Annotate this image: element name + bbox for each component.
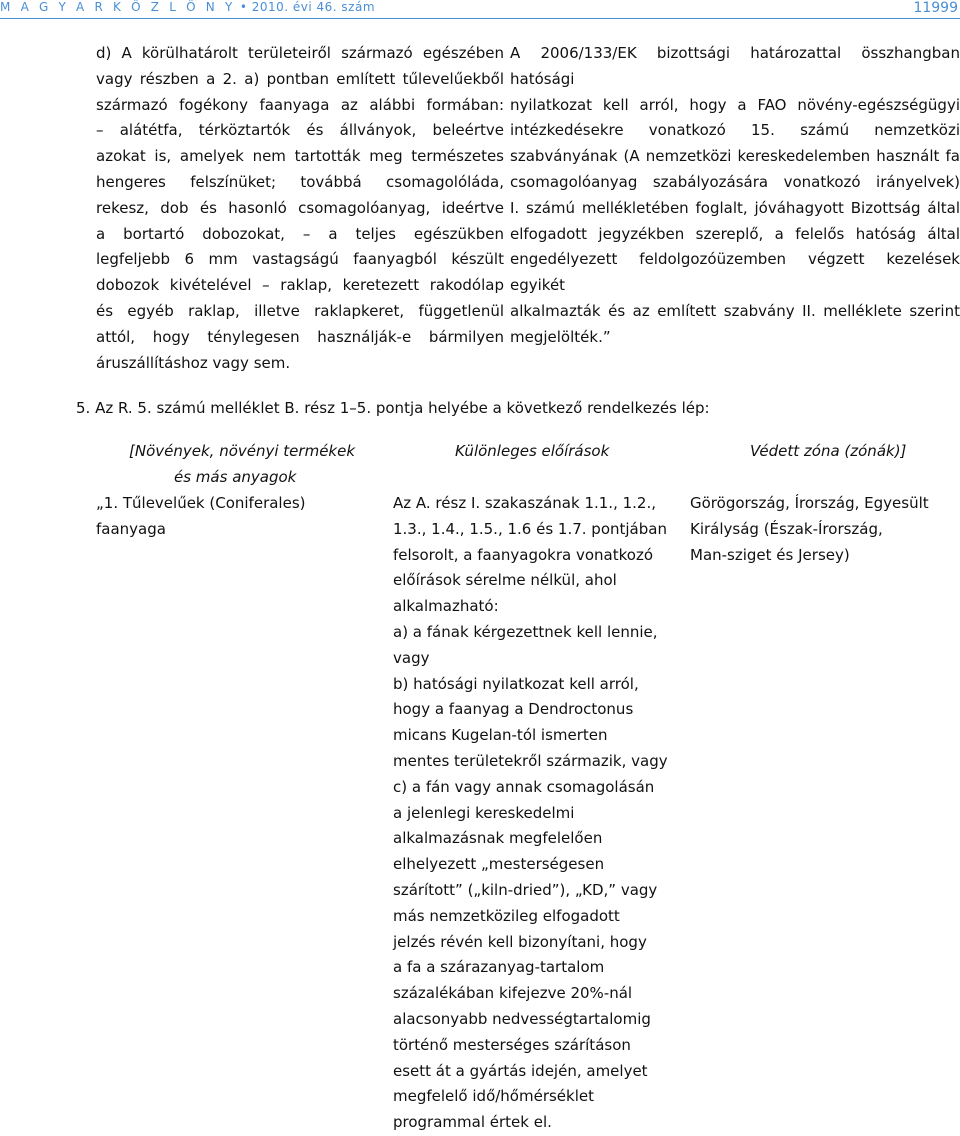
text-line: elfogadott jegyzékben szereplő, a felelős hatóság által — [510, 224, 960, 243]
cell-line: alkalmazásnak megfelelően — [393, 829, 603, 848]
cell-line: alacsonyabb nedvességtartalomig — [393, 1009, 651, 1028]
text-line: és egyéb raklap, illetve raklapkeret, függetlenül — [96, 301, 504, 320]
table-header-requirements: Különleges előírások — [455, 442, 610, 460]
cell-line: „1. Tűlevelűek (Coniferales) — [96, 494, 306, 512]
amendment-paragraph: 5. Az R. 5. számú melléklet B. rész 1–5. pontja helyébe a következő rendelkezés lép: — [76, 399, 710, 417]
cell-line: jelzés révén kell bizonyítani, hogy — [393, 932, 647, 951]
table-header-line: és más anyagok — [174, 467, 297, 486]
text-line: – alátétfa, térköztartók és állványok, beleértve — [96, 121, 504, 140]
table-cell-requirements — [393, 491, 668, 1136]
text-line: azokat is, amelyek nem tartották meg természetes — [96, 147, 504, 166]
header-rule — [0, 18, 960, 19]
table-cell-protected-zones — [690, 491, 930, 568]
text-line: nyilatkozat kell arról, hogy a FAO növény-egészségügyi — [510, 95, 960, 114]
left-text-column — [96, 41, 504, 376]
cell-line: programmal értek el. — [393, 1113, 552, 1132]
cell-line: Királyság (Észak-Írország, — [690, 519, 883, 538]
table-header-protected-zones: Védett zóna (zónák)] — [750, 442, 907, 460]
text-line: attól, hogy ténylegesen használják-e bármilyen — [96, 327, 504, 346]
text-line: hengeres felszínüket; továbbá csomagolóláda, — [96, 172, 504, 191]
cell-line: c) a fán vagy annak csomagolásán — [393, 777, 655, 796]
cell-line: b) hatósági nyilatkozat kell arról, — [393, 674, 639, 693]
issue-label: 2010. évi 46. szám — [251, 0, 376, 14]
journal-title: M A G Y A R K Ö Z L Ö N Y — [0, 0, 236, 14]
cell-line: a fa a szárazanyag-tartalom — [393, 958, 605, 977]
text-line: vagy részben a 2. a) pontban említett tűlevelűekből — [96, 69, 504, 88]
cell-line: felsorolt, a faanyagokra vonatkozó — [393, 545, 653, 564]
text-line: rekesz, dob és hasonló csomagolóanyag, ideértve — [96, 198, 504, 217]
text-line: dobozok kivételével – raklap, keretezett rakodólap — [96, 276, 504, 295]
cell-line: hogy a faanyag a Dendroctonus — [393, 700, 634, 719]
cell-line: történő mesterséges szárításon — [393, 1035, 631, 1054]
text-line: származó fogékony faanyaga az alábbi formában: — [96, 95, 504, 114]
text-line: d) A körülhatárolt területeiről származó egészében — [96, 44, 504, 62]
text-line: engedélyezett feldolgozóüzemben végzett kezelések egyikét — [510, 250, 960, 295]
text-line: áruszállításhoz vagy sem. — [96, 353, 291, 372]
right-text-column — [510, 41, 960, 351]
cell-line: a jelenlegi kereskedelmi — [393, 803, 575, 822]
text-line: intézkedésekre vonatkozó 15. számú nemzetközi — [510, 121, 960, 140]
text-line: a bortartó dobozokat, – a teljes egészükben — [96, 224, 504, 243]
cell-line: mentes területekről származik, vagy — [393, 751, 668, 770]
table-header-plants — [129, 439, 379, 491]
table-header-line: [Növények, növényi termékek — [129, 442, 356, 460]
text-line: megjelölték.” — [510, 327, 611, 346]
text-line: A 2006/133/EK bizottsági határozattal összhangban hatósági — [510, 44, 960, 88]
text-line: I. számú mellékletében foglalt, jóváhagyott Bizottság által — [510, 198, 960, 217]
text-line: szabványának (A nemzetközi kereskedelemben használt fa — [510, 147, 960, 166]
cell-line: esett át a gyártás idején, amelyet — [393, 1061, 648, 1080]
table-cell-plants — [96, 491, 346, 543]
cell-line: más nemzetközileg elfogadott — [393, 906, 620, 925]
cell-line: vagy — [393, 648, 430, 667]
header-bullet: • — [239, 0, 248, 14]
cell-line: elhelyezett „mesterségesen — [393, 855, 605, 874]
cell-line: százalékában kifejezve 20%-nál — [393, 984, 633, 1003]
cell-line: előírások sérelme nélkül, ahol — [393, 571, 617, 590]
text-line: alkalmazták és az említett szabvány II. melléklete szerint — [510, 301, 960, 320]
cell-line: megfelelő idő/hőmérséklet — [393, 1087, 594, 1106]
running-header — [0, 0, 375, 14]
cell-line: szárított” („kiln-dried”), „KD,” vagy — [393, 880, 658, 899]
cell-line: a) a fának kérgezettnek kell lennie, — [393, 622, 658, 641]
cell-line: Man-sziget és Jersey) — [690, 545, 850, 564]
cell-line: 1.3., 1.4., 1.5., 1.6 és 1.7. pontjában — [393, 519, 667, 538]
cell-line: faanyaga — [96, 519, 166, 538]
cell-line: micans Kugelan-tól ismerten — [393, 726, 608, 745]
text-line: legfeljebb 6 mm vastagságú faanyagból készült — [96, 250, 504, 269]
cell-line: Görögország, Írország, Egyesült — [690, 494, 929, 512]
text-line: csomagolóanyag szabályozására vonatkozó irányelvek) — [510, 172, 960, 191]
page-number: 11999 — [913, 0, 958, 16]
cell-line: alkalmazható: — [393, 597, 499, 616]
cell-line: Az A. rész I. szakaszának 1.1., 1.2., — [393, 494, 656, 512]
